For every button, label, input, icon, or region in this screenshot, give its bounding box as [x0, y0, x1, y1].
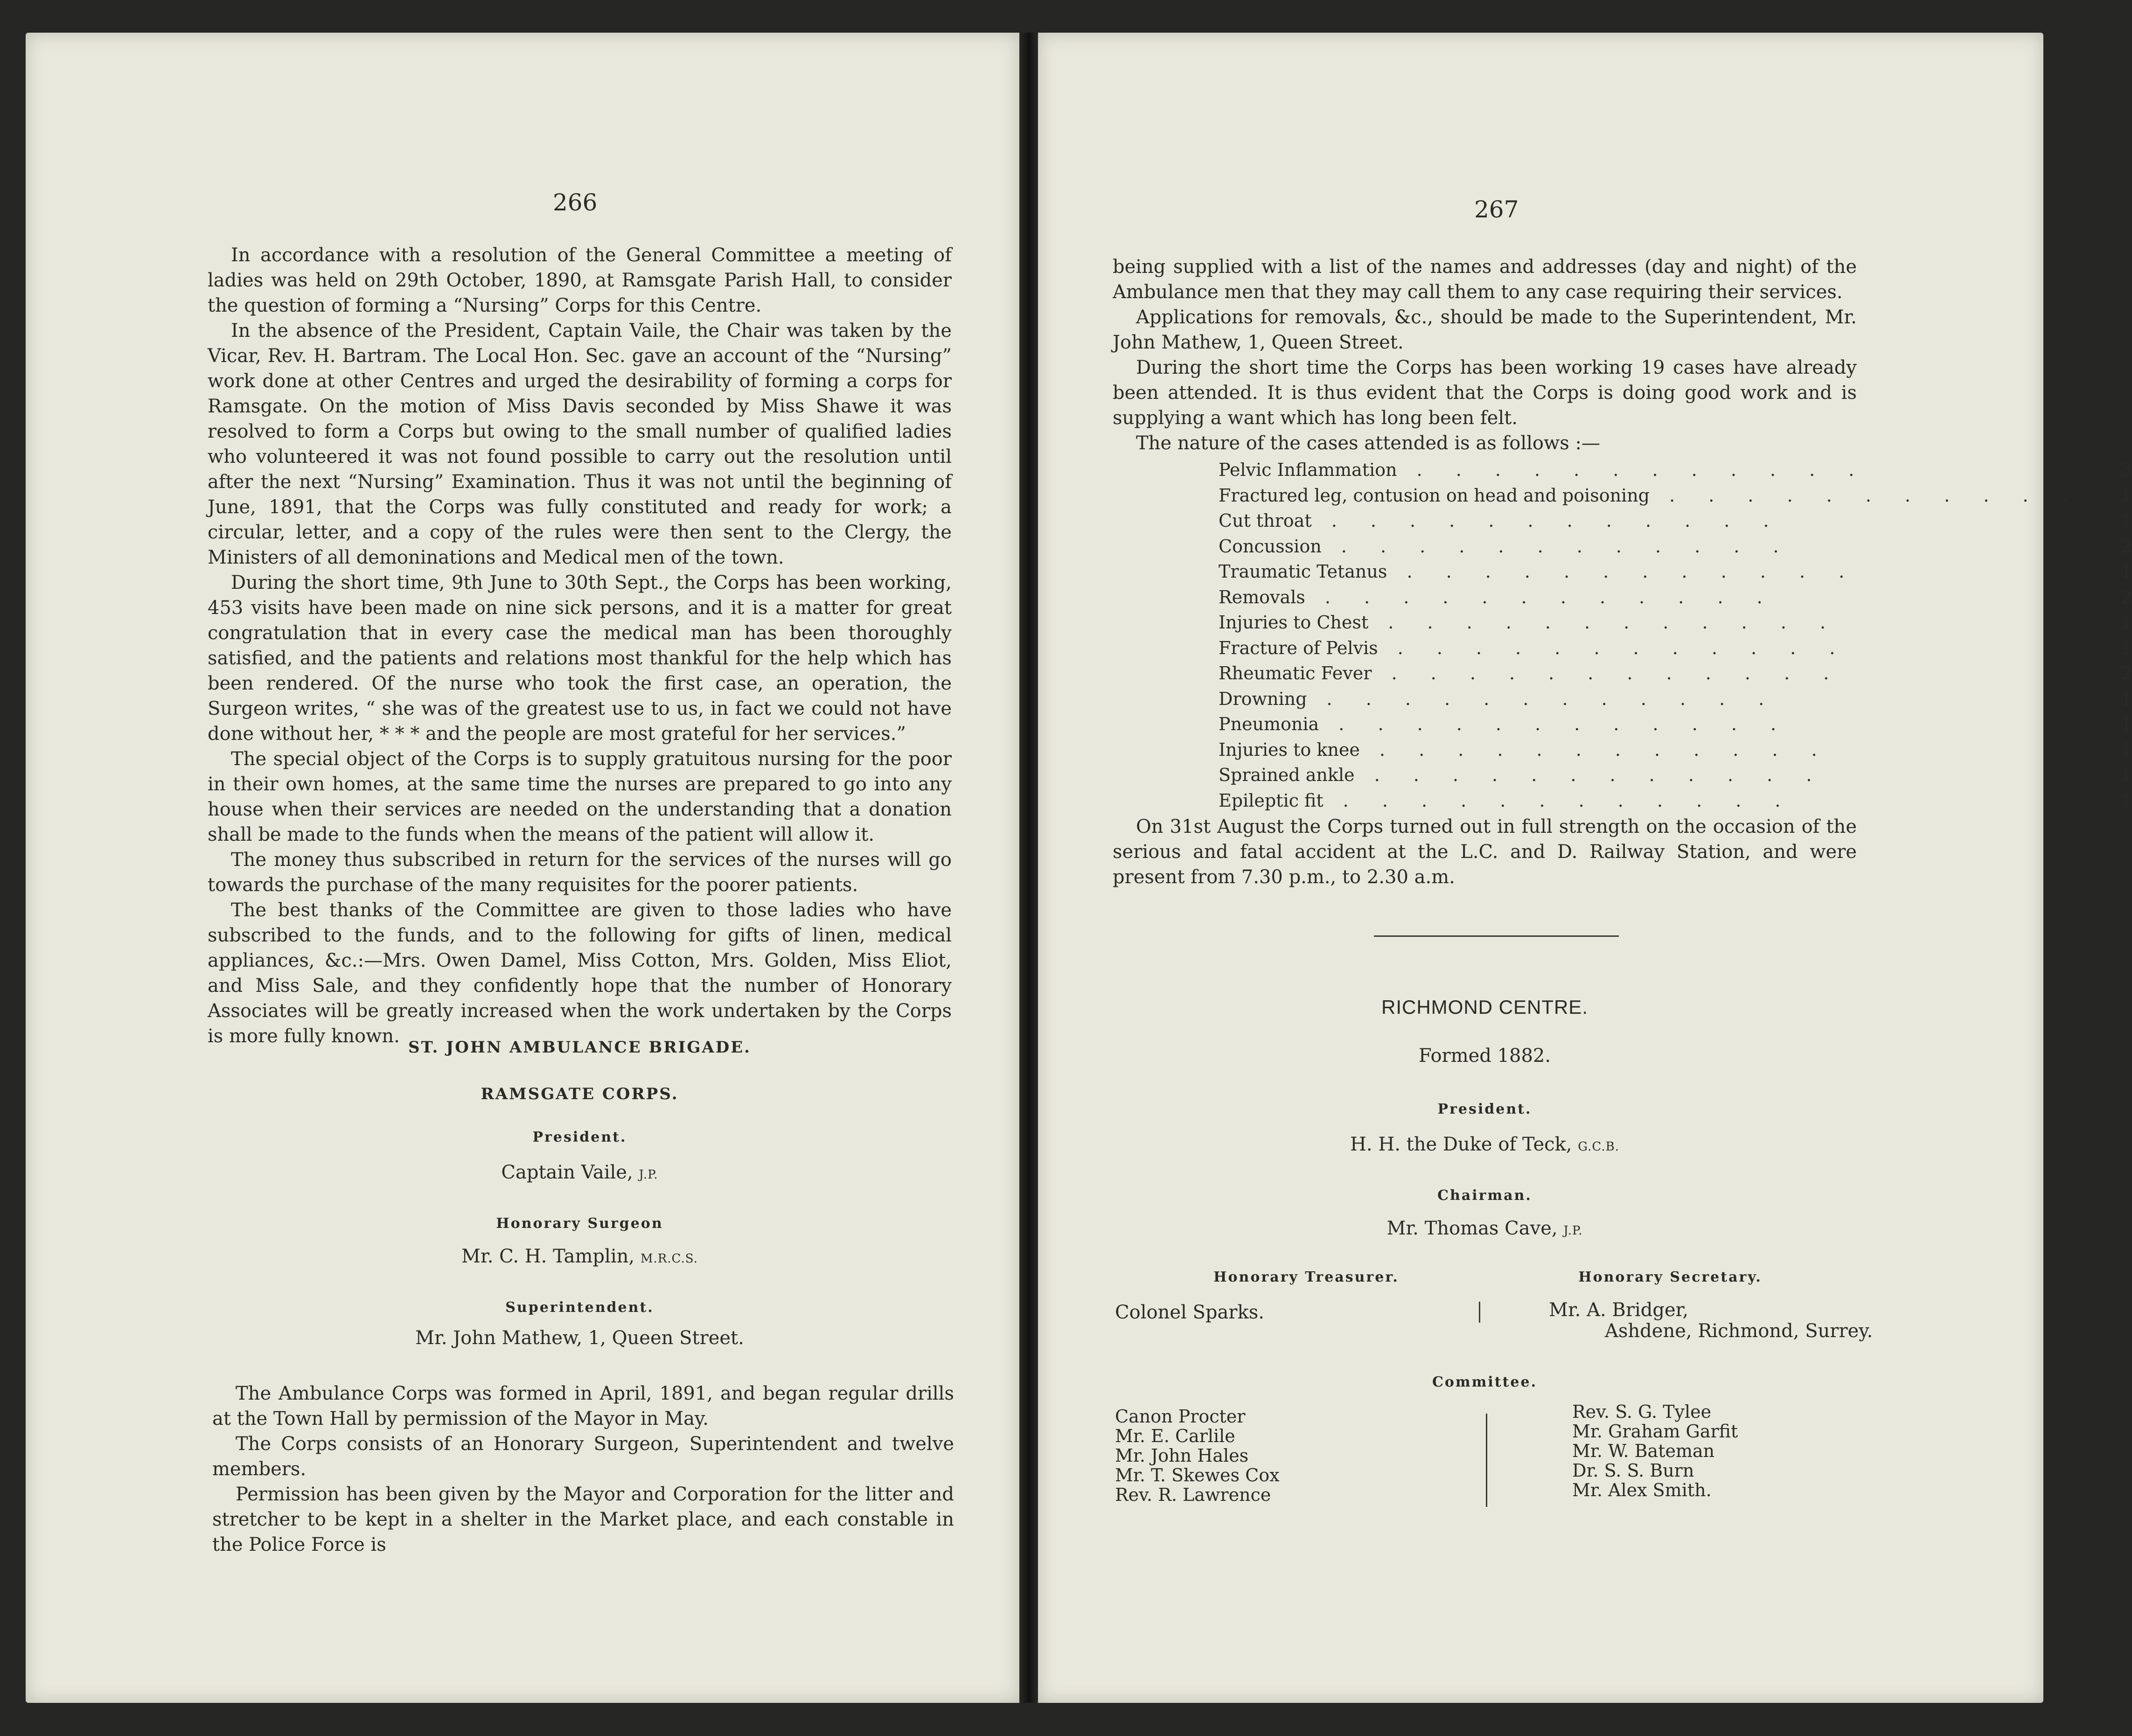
case-row — [1219, 483, 2132, 509]
committee-member: Canon Procter — [1115, 1406, 1246, 1427]
committee-member: Rev. R. Lawrence — [1115, 1485, 1271, 1505]
cases-table — [1219, 457, 2132, 813]
secretary-heading: Honorary Secretary. — [1578, 1269, 1762, 1285]
president-name: Captain Vaile, — [501, 1162, 633, 1183]
leader-dots: . . . . . . . . . . . . — [1650, 485, 2121, 506]
leader-dots: . . . . . . . . . . . . — [1307, 688, 1778, 709]
committee-heading: Committee. — [1432, 1374, 1538, 1390]
leader-dots: . . . . . . . . . . . . — [1359, 739, 1831, 760]
president-suffix: J.P. — [639, 1168, 658, 1182]
leader-dots: . . . . . . . . . . . . — [1378, 637, 1849, 658]
treasurer-heading: Honorary Treasurer. — [1213, 1269, 1399, 1285]
case-count: 1 — [2120, 510, 2132, 531]
brigade-heading: ST. JOHN AMBULANCE BRIGADE. — [408, 1038, 752, 1057]
case-row — [1219, 534, 2132, 559]
case-count: 1 — [2120, 765, 2132, 785]
richmond-president-line — [1113, 1134, 1857, 1155]
committee-member: Mr. Graham Garfit — [1572, 1421, 1738, 1442]
paragraph: The money thus subscribed in return for the services of the nurses will go towards the purchase of the many requisites for the poorer patients. — [208, 849, 952, 896]
richmond-president-suffix: G.C.B. — [1578, 1140, 1619, 1154]
case-label — [1219, 534, 2121, 559]
treasurer-name: Colonel Sparks. — [1115, 1302, 1264, 1323]
leader-dots: . . . . . . . . . . . . — [1372, 663, 1843, 683]
surgeon-name: Mr. C. H. Tamplin, — [461, 1246, 635, 1267]
leader-dots: . . . . . . . . . . . . — [1323, 790, 1795, 811]
secretary-address: Ashdene, Richmond, Surrey. — [1605, 1320, 1873, 1342]
case-label-text: Fracture of Pelvis — [1219, 637, 1378, 658]
case-label-text: Pneumonia — [1219, 714, 1319, 734]
case-row — [1219, 635, 2132, 661]
paragraph: Permission has been given by the Mayor and Corporation for the litter and stretcher to be kept in a shelter in the Market place, and each constable in the Police Force is — [212, 1484, 954, 1555]
case-count: 1 — [2120, 637, 2132, 658]
committee-member: Mr. W. Bateman — [1572, 1441, 1715, 1461]
leader-dots: . . . . . . . . . . . . — [1311, 510, 1783, 531]
case-row — [1219, 508, 2132, 534]
paragraph: The Corps consists of an Honorary Surgeon, Superintendent and twelve members. — [212, 1433, 954, 1480]
case-row — [1219, 686, 2132, 712]
case-label — [1219, 686, 2121, 712]
leader-dots: . . . . . . . . . . . . — [1354, 765, 1826, 785]
case-row — [1219, 788, 2132, 814]
case-label — [1219, 610, 2121, 635]
president-heading: President. — [532, 1129, 627, 1145]
case-row — [1219, 610, 2132, 635]
centre-heading: RICHMOND CENTRE. — [1381, 996, 1588, 1018]
case-label — [1219, 635, 2121, 661]
case-count: 1 — [2120, 485, 2132, 506]
leader-dots: . . . . . . . . . . . . — [1387, 561, 1859, 582]
paragraph: being supplied with a list of the names and addresses (day and night) of the Ambulance men that they may call them to any case requiring their services. — [1113, 256, 1857, 303]
richmond-president-name: H. H. the Duke of Teck, — [1350, 1134, 1572, 1155]
case-count: 1 — [2120, 714, 2132, 734]
paragraph: Applications for removals, &c., should be made to the Superintendent, Mr. John Mathew, 1, Queen Street. — [1113, 307, 1857, 353]
case-label-text: Injuries to knee — [1219, 739, 1360, 760]
case-row — [1219, 457, 2132, 483]
president-line — [208, 1162, 952, 1183]
case-count: 2 — [2120, 586, 2132, 607]
section-divider — [1374, 935, 1619, 937]
committee-right-list — [1572, 1402, 1738, 1500]
case-count: 3 — [2120, 460, 2132, 480]
case-row — [1219, 762, 2132, 788]
case-count: 1 — [2120, 739, 2132, 760]
committee-member: Mr. Alex Smith. — [1572, 1480, 1712, 1500]
case-label-text: Fractured leg, contusion on head and poisoning — [1219, 485, 1650, 506]
case-row — [1219, 585, 2132, 610]
leader-dots: . . . . . . . . . . . . — [1319, 714, 1791, 734]
corps-heading: RAMSGATE CORPS. — [481, 1085, 679, 1103]
case-label-text: Cut throat — [1219, 510, 1312, 531]
leader-dots: . . . . . . . . . . . . — [1321, 536, 1793, 557]
paragraph: During the short time the Corps has been working 19 cases have already been attended. It is thus evident that the Corps is doing good work and is supplying a want which has long been felt. — [1113, 357, 1857, 429]
left-closing-text — [212, 1381, 954, 1557]
case-count: 2 — [2120, 536, 2132, 557]
case-count: 1 — [2120, 790, 2132, 811]
case-label-text: Rheumatic Fever — [1219, 663, 1372, 683]
right-body-text — [1113, 254, 1857, 456]
paragraph: The nature of the cases attended is as follows :— — [1136, 432, 1600, 454]
case-label — [1219, 661, 2121, 686]
paragraph: The special object of the Corps is to supply gratuitous nursing for the poor in their own homes, at the same time the nurses are prepared to go into any house when their services are needed on the understanding that a donation shall be made to the funds when the means of the patient will allow it. — [208, 748, 952, 845]
paragraph: In the absence of the President, Captain Vaile, the Chair was taken by the Vicar, Rev. H. Bartram. The Local Hon. Sec. gave an account of the “Nursing” work done at other Centres and urged the desirability of forming a corps for Ramsgate. On the motion of Miss Davis seconded by Miss Shawe it was resolved to form a Corps but owing to the small number of qualified ladies who volunteered it was not found possible to carry out the resolution until after the next “Nursing” Examination. Thus it was not until the beginning of June, 1891, that the Corps was fully constituted and ready for work; a circular, letter, and a copy of the rules were then sent to the Clergy, the Ministers of all demoninations and Medical men of the town. — [208, 320, 952, 568]
case-label-text: Drowning — [1219, 688, 1307, 709]
paragraph: In accordance with a resolution of the General Committee a meeting of ladies was held on 29th October, 1890, at Ramsgate Parish Hall, to consider the question of forming a “Nursing” Corps for this Centre. — [208, 244, 952, 316]
case-label-text: Pelvic Inflammation — [1219, 460, 1397, 480]
case-label — [1219, 559, 2121, 585]
committee-divider — [1486, 1414, 1487, 1507]
page-number-267: 267 — [1474, 196, 1519, 223]
chairman-line — [1113, 1218, 1857, 1239]
case-label — [1219, 508, 2121, 534]
leader-dots: . . . . . . . . . . . . — [1397, 460, 1868, 480]
case-label-text: Traumatic Tetanus — [1219, 561, 1387, 582]
formed-line: Formed 1882. — [1418, 1045, 1551, 1067]
committee-member: Mr. E. Carlile — [1115, 1426, 1235, 1446]
case-label — [1219, 585, 2121, 610]
surgeon-suffix: M.R.C.S. — [640, 1252, 698, 1266]
case-row — [1219, 661, 2132, 686]
case-count: 1 — [2120, 688, 2132, 709]
chairman-suffix: J.P. — [1563, 1224, 1583, 1238]
case-row — [1219, 559, 2132, 585]
left-body-text — [208, 243, 952, 1049]
page-number-266: 266 — [553, 189, 598, 216]
superintendent-heading: Superintendent. — [505, 1299, 654, 1316]
case-label-text: Concussion — [1219, 536, 1322, 557]
case-count: 1 — [2120, 612, 2132, 633]
right-closing-text — [1113, 814, 1857, 890]
case-label-text: Sprained ankle — [1219, 765, 1355, 785]
paragraph: The best thanks of the Committee are given to those ladies who have subscribed to the funds, and to the following for gifts of linen, medical appliances, &c.:—Mrs. Owen Damel, Miss Cotton, Mrs. Golden, Miss Eliot, and Miss Sale, and they confidently hope that the number of Honorary Associates will be greatly increased when the work undertaken by the Corps is more fully known. — [208, 899, 952, 1047]
surgeon-heading: Honorary Surgeon — [496, 1215, 663, 1232]
richmond-president-heading: President. — [1437, 1101, 1532, 1117]
surgeon-line — [208, 1246, 952, 1267]
chairman-name: Mr. Thomas Cave, — [1386, 1218, 1558, 1239]
case-label-text: Epileptic fit — [1219, 790, 1324, 811]
committee-member: Mr. T. Skewes Cox — [1115, 1465, 1280, 1485]
paragraph: The Ambulance Corps was formed in April, 1891, and began regular drills at the Town Hall by permission of the Mayor in May. — [212, 1383, 954, 1429]
officer-divider — [1479, 1302, 1480, 1323]
paragraph: During the short time, 9th June to 30th Sept., the Corps has been working, 453 visits have been made on nine sick persons, and it is a matter for great congratulation that in every case the medical man has been thoroughly satisfied, and the patients and relations most thankful for the help which has been rendered. Of the nurse who took the first case, an operation, the Surgeon writes, “ she was of the greatest use to us, in fact we could not have done without her, * * * and the people are most grateful for her services.” — [208, 572, 952, 745]
case-label — [1219, 483, 2121, 509]
leader-dots: . . . . . . . . . . . . — [1305, 586, 1777, 607]
committee-member: Rev. S. G. Tylee — [1572, 1401, 1712, 1422]
committee-member: Mr. John Hales — [1115, 1445, 1249, 1466]
superintendent-name: Mr. John Mathew, 1, Queen Street. — [415, 1327, 744, 1349]
chairman-heading: Chairman. — [1437, 1187, 1532, 1204]
case-label — [1219, 788, 2121, 814]
paragraph: On 31st August the Corps turned out in full strength on the occasion of the serious and fatal accident at the L.C. and D. Railway Station, and were present from 7.30 p.m., to 2.30 a.m. — [1113, 816, 1857, 888]
committee-member: Dr. S. S. Burn — [1572, 1460, 1694, 1481]
case-row — [1219, 711, 2132, 737]
case-label — [1219, 457, 2121, 483]
case-row — [1219, 737, 2132, 763]
book-gutter — [1019, 33, 1038, 1703]
case-count: 2 — [2120, 663, 2132, 683]
committee-left-list — [1115, 1407, 1280, 1505]
case-label-text: Injuries to Chest — [1219, 612, 1369, 633]
case-label — [1219, 711, 2121, 737]
case-count: 1 — [2120, 561, 2132, 582]
case-label — [1219, 762, 2121, 788]
secretary-name: Mr. A. Bridger, — [1549, 1299, 1689, 1321]
case-label-text: Removals — [1219, 586, 1305, 607]
leader-dots: . . . . . . . . . . . . — [1368, 612, 1840, 633]
case-label — [1219, 737, 2121, 763]
